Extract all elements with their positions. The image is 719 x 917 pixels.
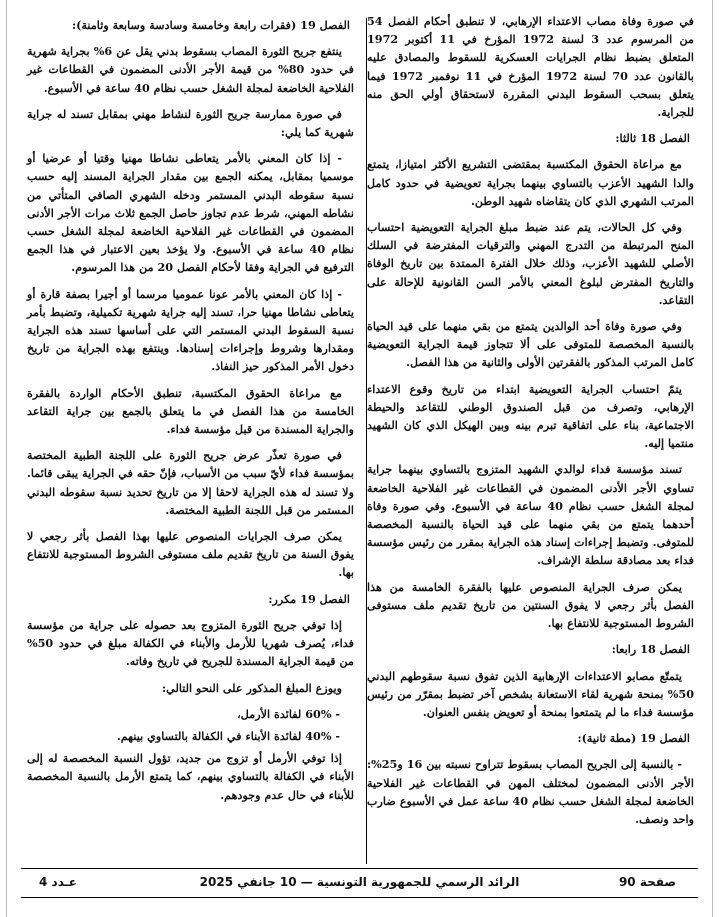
issue-number: عـدد 4 <box>39 875 77 889</box>
paragraph: - 40% لفائدة الأبناء في الكفالة بالتساوي بينهم. <box>116 728 340 743</box>
paragraph: - بالنسبة إلى الجريح المصاب بسقوط تتراوح نسبته بين 16 و25%: الأجر الأدنى المضمون لمختلف المهن في القطاعات غير الفلاحية الخاضعة لمجلة الشغل حسب نظام 40 ساعة عمل في الأسبوع ضارب واحد ونصف. <box>367 757 694 826</box>
paragraph: يتمتّع مصابو الاعتداءات الإرهابية الذين تفوق نسبة سقوطهم البدني 50% بمنحة شهرية لقاء الاستعانة بشخص آخر تضبط بمقرّر من رئيس مؤسسة فداء ما لم يتمتعوا بمنحة أو تعويض بنفس العنوان. <box>367 668 694 719</box>
paragraph: تسند مؤسسة فداء لوالدي الشهيد المتزوج بالتساوي بينهما جراية تساوي الأجر الأدنى المضمون في القطاعات غير الفلاحية الخاضعة لمجلة الشغل حسب نظام 40 ساعة في الأسبوع. وفي صورة وفاة أحدهما يتمتع من بقي منهما على قيد الحياة بالنسبة المخصصة للمتوفى. وتضبط إجراءات إسناد هذه الجراية بمقرر من رئيس مؤسسة فداء بعد مصادقة سلطة الإشراف. <box>367 462 694 568</box>
paragraph: - 60% لفائدة الأرمل، <box>237 706 340 721</box>
article-heading: الفصل 19 مكرر: <box>268 591 350 606</box>
paragraph: وفي كل الحالات، يتم عند ضبط مبلغ الجراية التعويضية احتساب المنح المرتبطة من التدرج المهني والترقيات المفترضة في السلك الأصلي للشهيد الأعزب، وذلك خلال الفترة الممتدة بين تاريخ الوفاة والتاريخ المفترض لبلوغ المعني بالأمر السن القانونية للإحالة على التقاعد. <box>367 220 694 307</box>
article-heading: الفصل 19 (مطة ثانية): <box>577 731 690 746</box>
paragraph: - إذا كان المعني بالأمر عونا عموميا مرسما أو أجيرا بصفة قارة أو يتعاطى نشاطا مهنيا حرا، تسند إليه جراية شهرية تكميلية، وتضبط بأمر نسبة السقوط البدني المستمر التي على أساسها تسند هذه الجراية ومقدارها وشروط وإجراءات إسنادها. وينتفع بهذه الجراية من تاريخ دخول الأمر المذكور حيز النفاذ. <box>27 286 354 374</box>
paragraph: إذا توفي جريح الثورة المتزوج بعد حصوله على جراية من مؤسسة فداء، يُصرف شهريا للأرمل والأبناء في الكفالة مبلغ في حدود 50% من قيمة الجراية المسندة للجريح في تاريخ وفاته. <box>27 617 354 669</box>
paragraph: في صورة وفاة مصاب الاعتداء الإرهابي، لا تنطبق أحكام الفصل 54 من المرسوم عدد 3 لسنة 1972 المؤرخ في 11 أكتوبر 1972 المتعلق بضبط نظام الجرايات العسكرية للسقوط والمصادق عليه بالقانون عدد 70 لسنة 1972 المؤرخ في 11 نوفمبر 1972 فيما يتعلق بسحب السقوط البدني المقررة لاستحقاق أولي الحق منه للجراية. <box>367 14 694 120</box>
paragraph: مع مراعاة الحقوق المكتسبة، تنطبق الأحكام الواردة بالفقرة الخامسة من هذا الفصل في ما يتعلق بالجمع بين جراية التقاعد والجراية المسندة من قبل مؤسسة فداء. <box>27 385 354 437</box>
paragraph: يمكن صرف الجراية المنصوص عليها بالفقرة الخامسة من هذا الفصل بأثر رجعي لا يفوق السنتين من تاريخ تقديم ملف مستوفى الشروط المستوجبة للانتفاع بها. <box>367 579 694 631</box>
paragraph: يمكن صرف الجرايات المنصوص عليها بهذا الفصل بأثر رجعي لا يفوق السنة من تاريخ تقديم ملف مستوفى الشروط المستوجبة للانتفاع بها. <box>27 529 354 580</box>
paragraph: ينتفع جريح الثورة المصاب بسقوط بدني يقل عن 6% بجراية شهرية في حدود 80% من قيمة الأجر الأدنى المضمون في القطاعات غير الفلاحية الخاضعة لمجلة الشغل حسب نظام 40 ساعة في الأسبوع. <box>27 44 355 95</box>
paragraph: يتمّ احتساب الجراية التعويضية ابتداء من تاريخ وقوع الاعتداء الإرهابي، وتصرف من قبل الصندوق الوطني للتقاعد والحيطة الاجتماعية، بناء على اتفاقية تبرم بينه وبين الهيكل الذي كان الشهيد منتميا إليه. <box>367 381 694 451</box>
paragraph: إذا توفي الأرمل أو تزوج من جديد، تؤول النسبة المخصصة له إلى الأبناء في الكفالة بالتساوي بينهم، كما يتمتع الأرمل بالنسبة المخصصة للأبناء في حال عدم وجودهم. <box>27 751 354 802</box>
article-heading: الفصل 19 (فقرات رابعة وخامسة وسادسة وسابعة وثامنة): <box>72 18 350 32</box>
journal-page <box>6 0 713 917</box>
journal-title-date: الرائد الرسمي للجمهورية التونسية — 10 جانفي 2025 <box>199 875 520 889</box>
article-heading: الفصل 18 رابعا: <box>611 642 690 657</box>
paragraph: وفي صورة وفاة أحد الوالدين يتمتع من بقي منهما على قيد الحياة بالنسبة المخصصة للمتوفى على ألا تتجاوز قيمة الجراية التعويضية كامل المرتب المذكور بالفقرتين الأولى والثانية من هذا الفصل. <box>367 319 694 370</box>
page-footer <box>21 868 698 898</box>
paragraph: - إذا كان المعني بالأمر يتعاطى نشاطا مهنيا وقتيا أو عرضيا أو موسميا بمقابل، يمكنه الجمع بين مقدار الجراية المسند إليه حسب نسبة سقوطه البدني المستمر ودخله الشهري الصافي المتأتي من نشاطه المهني، شرط عدم تجاوز حاصل الجمع ثلاث مرات الأجر الأدنى المضمون في القطاعات غير الفلاحية الخاضعة لمجلة الشغل حسب نظام 40 ساعة في الأسبوع. ولا يؤخذ بعين الاعتبار في هذا الجمع الترفيع في الجراية وفقا لأحكام الفصل 20 من هذا المرسوم. <box>27 151 354 275</box>
paragraph: مع مراعاة الحقوق المكتسبة بمقتضى التشريع الأكثر امتيازا، يتمتع والدا الشهيد الأعزب بالتساوي بينهما بجراية تعويضية في حدود كامل المرتب الشهري الذي كان يتقاضاه شهيد الوطن. <box>367 157 694 208</box>
page-number: صفحة 90 <box>618 875 676 889</box>
paragraph: في صورة ممارسة جريح الثورة لنشاط مهني بمقابل تسند له جراية شهرية كما يلي: <box>27 106 354 140</box>
article-heading: الفصل 18 ثالثا: <box>615 131 690 146</box>
paragraph: في صورة تعذّر عرض جريح الثورة على اللجنة الطبية المختصة بمؤسسة فداء لأيّ سبب من الأسباب، فإنّ حقه في الجراية يبقى قائما. ولا تسند له هذه الجراية لاحقا إلا من تاريخ تحديد نسبة سقوطه البدني المستمر من قبل اللجنة الطبية المختصة. <box>27 448 354 517</box>
left-column <box>27 12 354 812</box>
right-column <box>367 12 694 836</box>
column-divider <box>366 18 367 864</box>
paragraph: ويوزع المبلغ المذكور على النحو التالي: <box>162 680 342 695</box>
